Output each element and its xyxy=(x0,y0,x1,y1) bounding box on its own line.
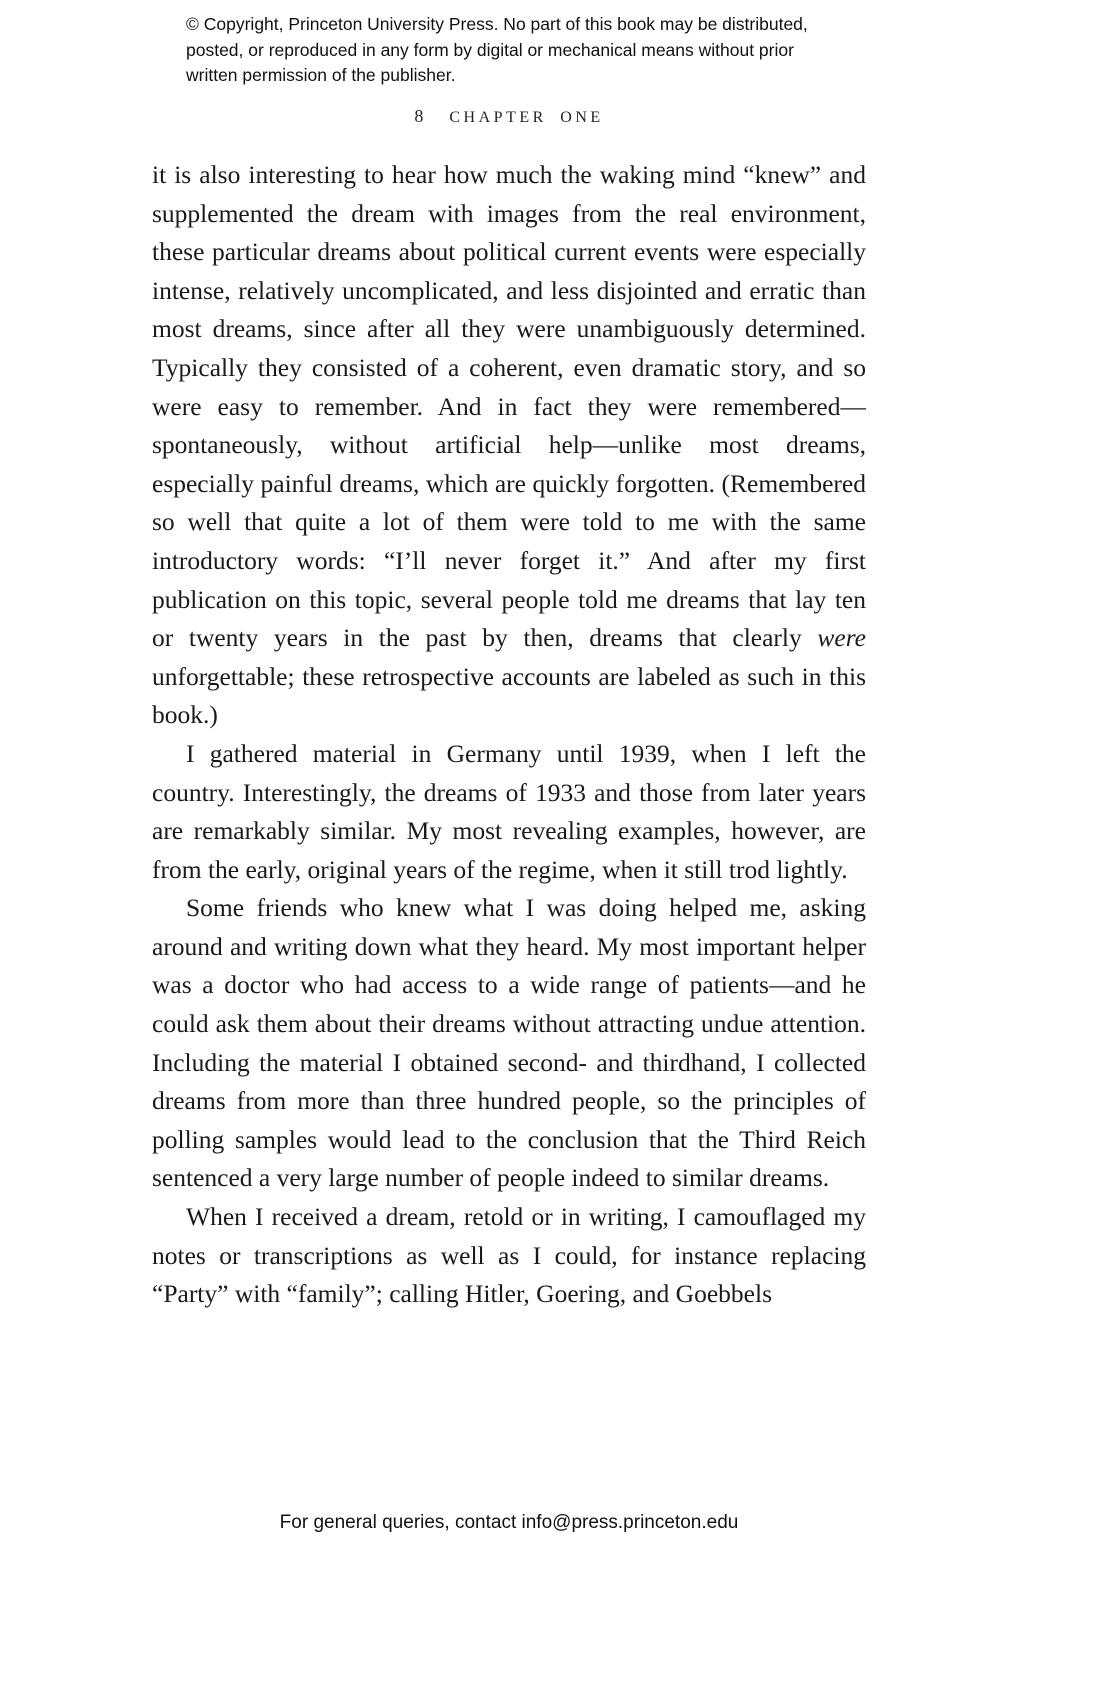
paragraph-1-italic-word: were xyxy=(817,623,866,653)
paragraph-1-text-end: unforgettable; these retrospective accounts are labeled as such in this book.) xyxy=(152,661,866,730)
body-text xyxy=(152,156,866,1314)
paragraph-1-text: it is also interesting to hear how much the waking mind “knew” and supplemented the dream with images from the real environment, these particular dreams about political current events were especially intense, relatively uncomplicated, and less disjointed and erratic than most dreams, since after all they were unambiguously determined. Typically they consisted of a coherent, even dramatic story, and so were easy to remember. And in fact they were remembered—spontaneously, without artificial help—unlike most dreams, especially painful dreams, which are quickly forgotten. (Remembered so well that quite a lot of them were told to me with the same introductory words: “I’ll never forget it.” And after my first publication on this topic, several people told me dreams that lay ten or twenty years in the past by then, dreams that clearly xyxy=(152,160,866,653)
paragraph-4: When I received a dream, retold or in writing, I camouflaged my notes or transcriptions as well as I could, for instance replacing “Party” with “family”; calling Hitler, Goering, and Goebbels xyxy=(152,1202,866,1309)
paragraph-1 xyxy=(152,156,866,735)
paragraph-2: I gathered material in Germany until 1939, when I left the country. Interestingly, the dreams of 1933 and those from later years are remarkably similar. My most revealing examples, however, are from the early, original years of the regime, when it still trod lightly. xyxy=(152,738,866,884)
running-head: CHAPTER ONE xyxy=(449,109,604,126)
paragraph-3: Some friends who knew what I was doing helped me, asking around and writing down what they heard. My most important helper was a doctor who had access to a wide range of patients—and he could ask them about their dreams without attracting undue attention. Including the material I obtained second- and thirdhand, I collected dreams from more than three hundred people, so the principles of polling samples would lead to the conclusion that the Third Reich sentenced a very large number of people indeed to similar dreams. xyxy=(152,893,866,1193)
copyright-notice: © Copyright, Princeton University Press. No part of this book may be distributed, posted, or reproduced in any form by digital or mechanical means without prior written permission of the publisher. xyxy=(186,14,808,85)
running-header xyxy=(152,106,866,127)
footer-contact: For general queries, contact info@press.princeton.edu xyxy=(279,1512,739,1533)
page-number: 8 xyxy=(414,106,424,126)
